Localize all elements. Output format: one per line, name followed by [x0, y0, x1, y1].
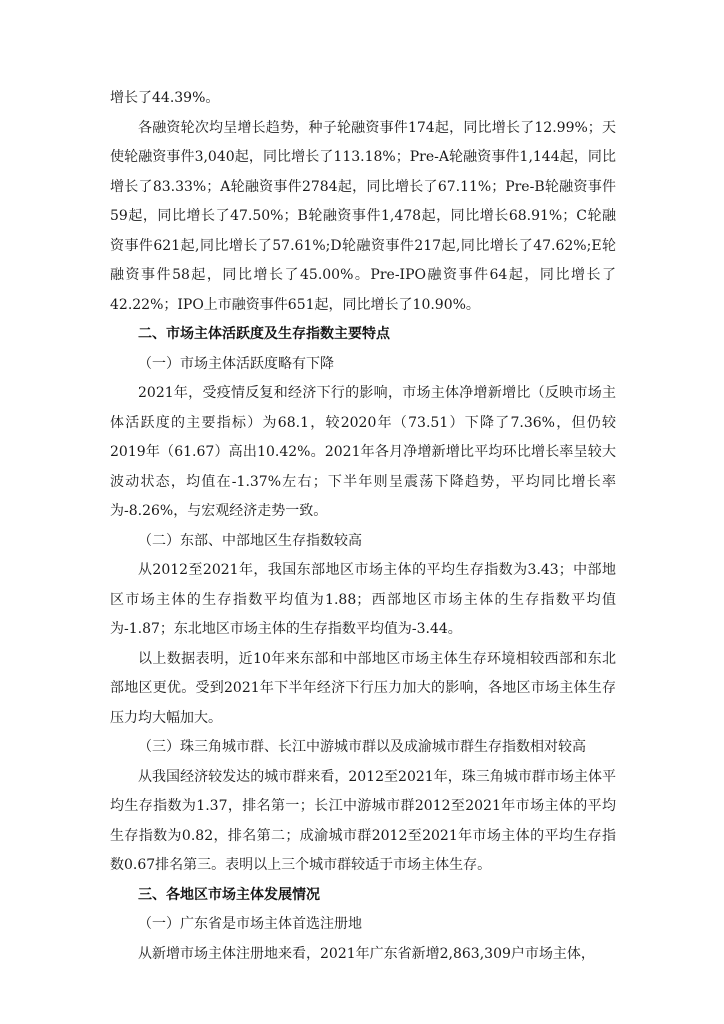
paragraph-regional-conclusion: 以上数据表明，近10年来东部和中部地区市场主体生存环境相较西部和东北部地区更优。受到2021年下半年经济下行压力加大的影响，各地区市场主体生存压力均大幅加大。 — [110, 650, 616, 726]
subheading-activity: （一）市场主体活跃度略有下降 — [138, 355, 334, 372]
subheading-guangdong: （一）广东省是市场主体首选注册地 — [138, 916, 362, 932]
paragraph-regional-index: 从2012至2021年，我国东部地区市场主体的平均生存指数为3.43；中部地区市场主体的生存指数平均值为1.88；西部地区市场主体的生存指数平均值为-1.87；东北地区市场主体的生存指数平均值为-3.44。 — [110, 562, 616, 637]
paragraph-guangdong: 从新增市场主体注册地来看，2021年广东省新增2,863,309户市场主体， — [138, 945, 595, 962]
paragraph-city-clusters: 从我国经济较发达的城市群来看，2012至2021年，珠三角城市群市场主体平均生存指数为1.37，排名第一；长江中游城市群2012至2021年市场主体的平均生存指数为0.82，排名第二；成渝城市群2012至2021年市场主体的平均生存指数0.67排名第三。表明以上三个城市群较适于市场主体生存。 — [110, 768, 616, 873]
paragraph-activity: 2021年，受疫情反复和经济下行的影响，市场主体净增新增比（反映市场主体活跃度的主要指标）为68.1，较2020年（73.51）下降了7.36%，但仍较2019年（61.67）高出10.42%。2021年各月净增新增比平均环比增长率呈较大波动状态，均值在-1.37%左右；下半年则呈震荡下降趋势，平均同比增长率为-8.26%，与宏观经济走势一致。 — [110, 385, 616, 519]
subheading-city-clusters: （三）珠三角城市群、长江中游城市群以及成渝城市群生存指数相对较高 — [138, 739, 586, 755]
subheading-east-central: （二）东部、中部地区生存指数较高 — [138, 532, 362, 549]
document-body — [110, 84, 616, 969]
paragraph-financing-rounds: 各融资轮次均呈增长趋势，种子轮融资事件174起，同比增长了12.99%；天使轮融资事件3,040起，同比增长了113.18%；Pre-A轮融资事件1,144起，同比增长了83.33%；A轮融资事件2784起，同比增长了67.11%；Pre-B轮融资事件59起，同比增长了47.50%；B轮融资事件1,478起，同比增长68.91%；C轮融资事件621起,同比增长了57.61%;D轮融资事件217起,同比增长了47.62%;E轮融资事件58起，同比增长了45.00%。Pre-IPO融资事件64起，同比增长了42.22%；IPO上市融资事件651起，同比增长了10.90%。 — [110, 119, 616, 313]
section-heading-3: 三、各地区市场主体发展情况 — [138, 886, 320, 903]
section-heading-2: 二、市场主体活跃度及生存指数主要特点 — [138, 326, 390, 342]
paragraph-growth-continuation: 增长了44.39%。 — [110, 90, 220, 106]
